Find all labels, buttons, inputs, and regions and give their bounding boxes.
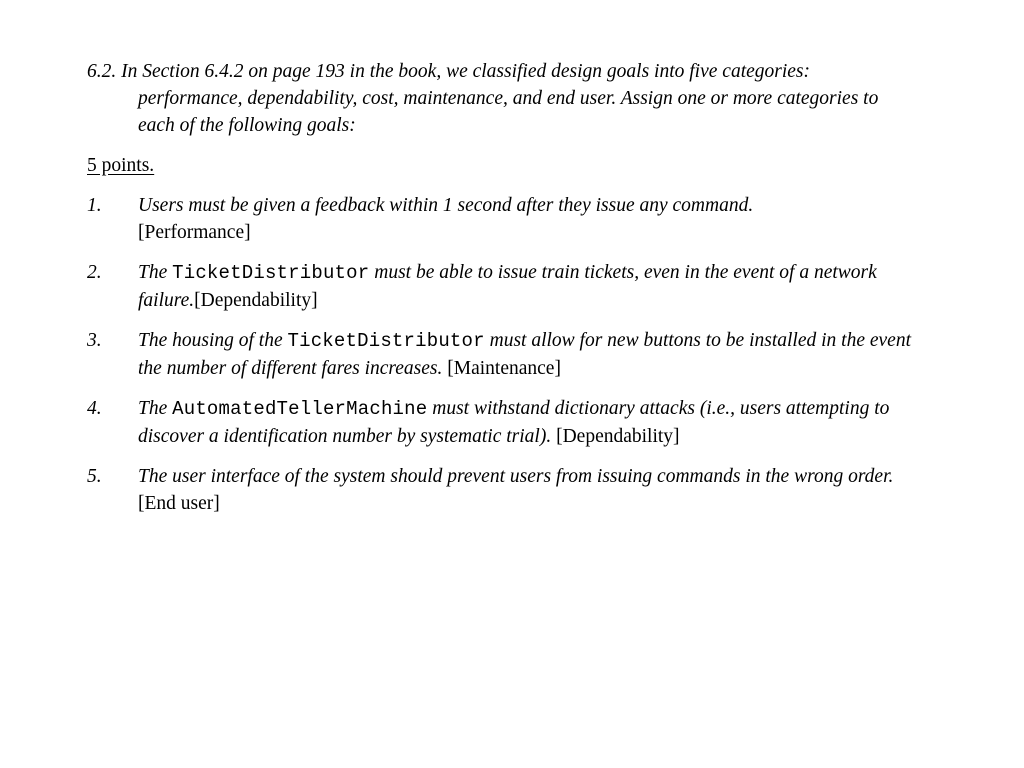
goal-number: 1.: [87, 195, 102, 216]
goal-answer: [Maintenance]: [447, 358, 561, 379]
goal-number: 2.: [87, 262, 102, 283]
goal-item-3: [87, 327, 917, 382]
goal-item-5: [87, 463, 917, 517]
goal-text-before: The: [138, 262, 168, 283]
goal-code-term: TicketDistributor: [287, 330, 485, 352]
goal-number: 5.: [87, 466, 102, 487]
goal-answer: [Dependability]: [556, 426, 680, 447]
slide-content: [87, 58, 917, 517]
goal-code-term: TicketDistributor: [172, 262, 370, 284]
goal-answer: [Dependability]: [194, 290, 318, 311]
goal-answer: [Performance]: [138, 222, 251, 243]
goal-text: The user interface of the system should prevent users from issuing commands in the wrong order.: [138, 466, 894, 487]
goal-item-2: [87, 259, 917, 314]
goal-text-after: must be able to issue train tickets, even in the event of a network failure.: [138, 262, 877, 311]
goal-number: 4.: [87, 398, 102, 419]
goal-text-before: The: [138, 398, 168, 419]
goal-number: 3.: [87, 330, 102, 351]
goal-code-term: AutomatedTellerMachine: [172, 398, 428, 420]
points-label: 5 points.: [87, 155, 155, 176]
goal-item-1: [87, 192, 917, 246]
goal-text-after: must allow for new buttons to be installed in the event the number of different fares increases.: [138, 330, 911, 379]
goal-answer: [End user]: [138, 493, 220, 514]
goal-text-after: must withstand dictionary attacks (i.e., users attempting to discover a identification number by systematic trial).: [138, 398, 890, 447]
goal-text-before: The housing of the: [138, 330, 283, 351]
goal-text: Users must be given a feedback within 1 second after they issue any command.: [138, 195, 754, 216]
goal-item-4: [87, 395, 917, 450]
question-text: 6.2. In Section 6.4.2 on page 193 in the book, we classified design goals into five categories: performance, dependability, cost, maintenance, and end user. Assign one or more categories to each of the following goals:: [87, 61, 879, 136]
